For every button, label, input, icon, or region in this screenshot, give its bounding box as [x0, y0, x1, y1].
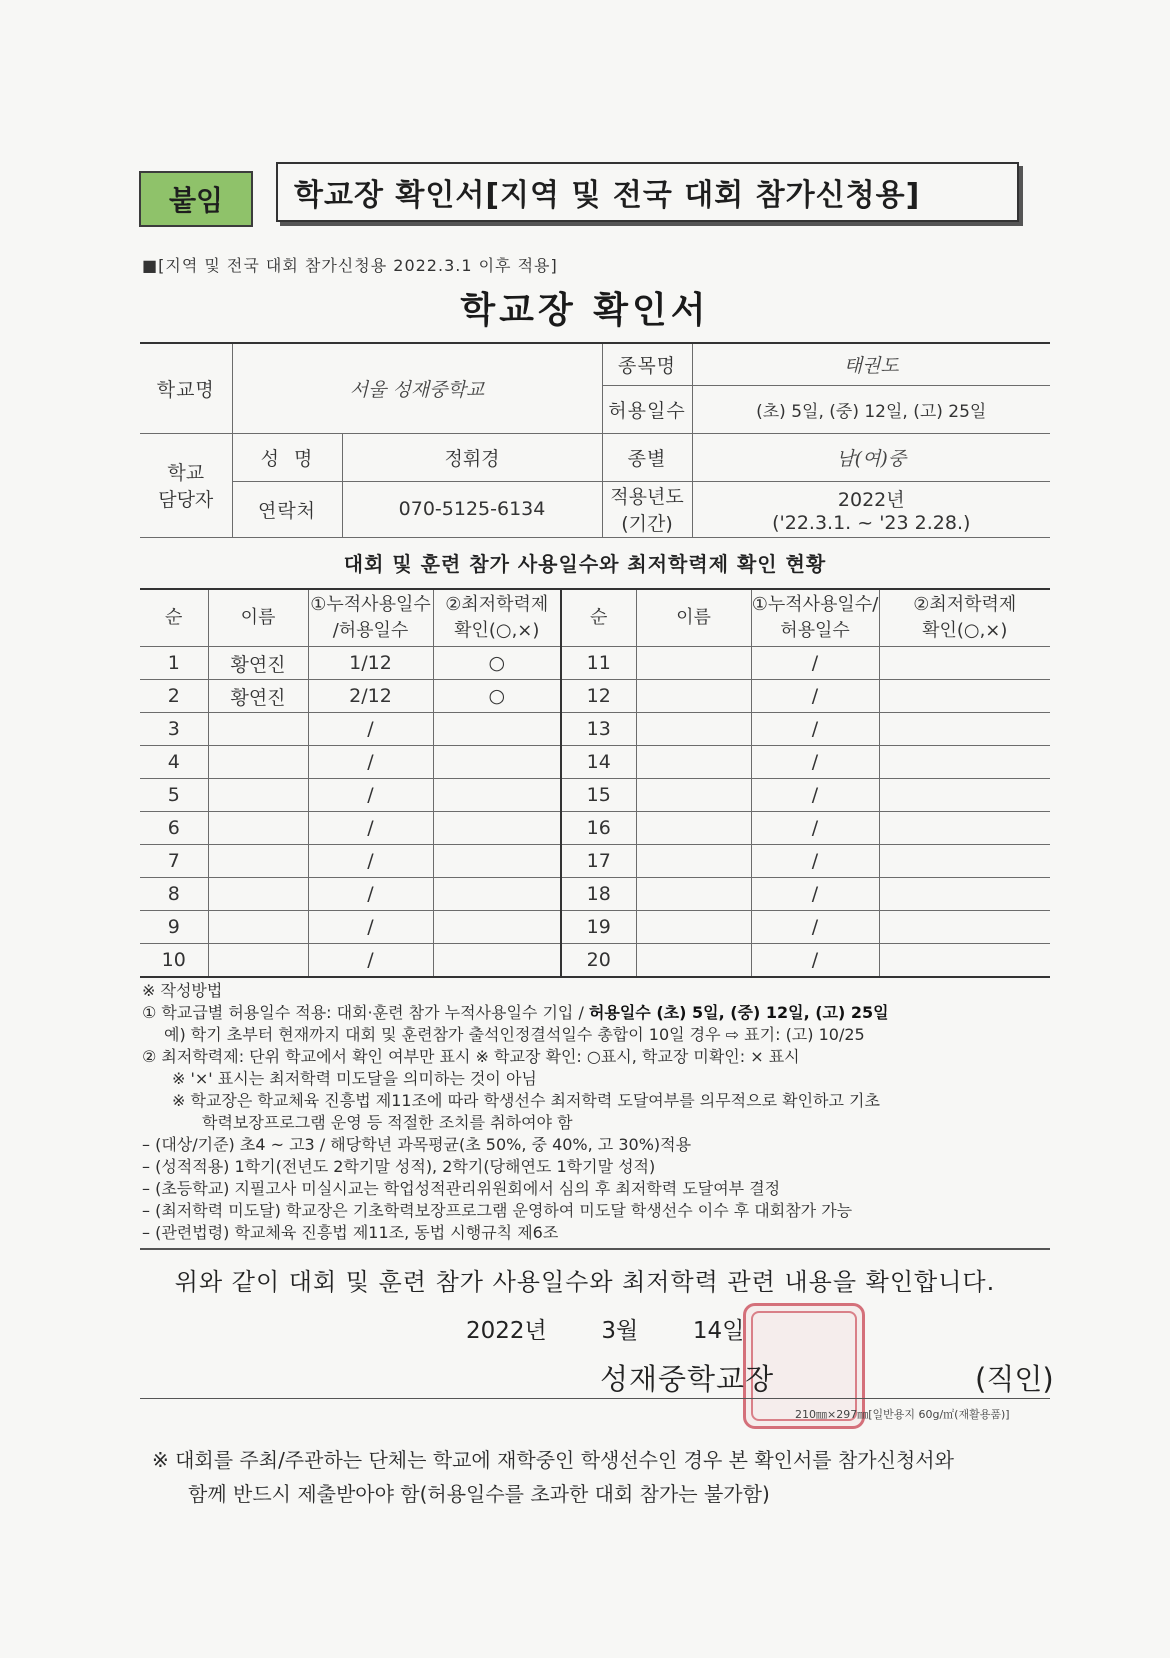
- allowed-days-label: 허용일수: [602, 385, 692, 433]
- row-days: /: [751, 944, 879, 978]
- instructions: [142, 980, 1062, 1244]
- date-month: 3월: [601, 1318, 639, 1344]
- instruction-3: ※ '×' 표시는 최저학력 미도달을 의미하는 것이 아님: [172, 1069, 537, 1088]
- row-name: [636, 812, 751, 845]
- row-name: [636, 878, 751, 911]
- header-check-right: [879, 589, 1050, 647]
- table-row: [140, 746, 1050, 779]
- participation-table: [140, 588, 1050, 978]
- footer-note: [152, 1443, 1052, 1511]
- row-no: 13: [561, 713, 636, 746]
- row-no: 10: [140, 944, 208, 978]
- detail-5: – (관련법령) 학교체육 진흥법 제11조, 동법 시행규칙 제6조: [142, 1223, 559, 1242]
- row-check: [433, 944, 561, 978]
- detail-4: – (최저학력 미도달) 학교장은 기초학력보장프로그램 운영하여 미도달 학생선수 이수 후 대회참가 가능: [142, 1201, 853, 1220]
- principal-title: 성재중학교장: [600, 1362, 775, 1396]
- staff-label-line2: 담당자: [158, 489, 214, 511]
- row-name: [636, 713, 751, 746]
- row-check: [879, 779, 1050, 812]
- form-title: 학교장 확인서[지역 및 전국 대회 참가신청용]: [276, 162, 1019, 222]
- row-name: [636, 944, 751, 978]
- table-row: [140, 779, 1050, 812]
- header-no-right: 순: [561, 589, 636, 647]
- row-no: 15: [561, 779, 636, 812]
- row-days: /: [751, 779, 879, 812]
- row-name: 황연진: [208, 680, 308, 713]
- row-no: 2: [140, 680, 208, 713]
- row-name: [636, 845, 751, 878]
- row-days: /: [308, 713, 433, 746]
- instruction-2: ② 최저학력제: 단위 학교에서 확인 여부만 표시 ※ 학교장 확인: ○표시, 학교장 미확인: × 표시: [142, 1047, 800, 1066]
- document-title: 학교장 확인서: [460, 290, 710, 331]
- row-no: 1: [140, 647, 208, 680]
- table-row: [140, 647, 1050, 680]
- school-name-value: 서울 성재중학교: [232, 343, 602, 433]
- school-name-label: 학교명: [140, 343, 232, 433]
- row-check: [879, 713, 1050, 746]
- row-days: 2/12: [308, 680, 433, 713]
- footer-line-1: ※ 대회를 주최/주관하는 단체는 학교에 재학중인 학생선수인 경우 본 확인서를 참가신청서와: [152, 1448, 954, 1472]
- school-info-table: [140, 342, 1050, 538]
- year-label: [602, 481, 692, 537]
- allowed-days-value: (초) 5일, (중) 12일, (고) 25일: [692, 385, 1050, 433]
- row-no: 9: [140, 911, 208, 944]
- instruction-4: ※ 학교장은 학교체육 진흥법 제11조에 따라 학생선수 최저학력 도달여부를 의무적으로 확인하고 기초: [172, 1091, 880, 1110]
- header-days-right-line2: 허용일수: [780, 620, 850, 641]
- year-label-line2: (기간): [621, 513, 673, 535]
- table-row: [140, 680, 1050, 713]
- row-days: /: [751, 878, 879, 911]
- contact-value: 070-5125-6134: [342, 481, 602, 537]
- detail-3: – (초등학교) 지필고사 미실시교는 학업성적관리위원회에서 심의 후 최저학력 도달여부 결정: [142, 1179, 781, 1198]
- header-days-right-line1: ①누적사용일수/: [751, 594, 879, 615]
- header-days-line1: ①누적사용일수: [310, 594, 431, 615]
- staff-label-line1: 학교: [167, 462, 205, 484]
- row-check: [433, 911, 561, 944]
- year-value: [692, 481, 1050, 537]
- row-no: 3: [140, 713, 208, 746]
- year-value-line2: ('22.3.1. ~ '23 2.28.): [772, 511, 971, 534]
- row-days: /: [308, 878, 433, 911]
- instruction-1-bold: 허용일수 (초) 5일, (중) 12일, (고) 25일: [588, 1003, 889, 1022]
- row-days: /: [308, 845, 433, 878]
- date-year: 2022년: [466, 1318, 547, 1344]
- instructions-heading: ※ 작성방법: [142, 981, 223, 1000]
- row-no: 6: [140, 812, 208, 845]
- applied-note: ■[지역 및 전국 대회 참가신청용 2022.3.1 이후 적용]: [142, 256, 558, 275]
- confirmation-statement: 위와 같이 대회 및 훈련 참가 사용일수와 최저학력 관련 내용을 확인합니다.: [174, 1268, 996, 1296]
- row-check: [433, 878, 561, 911]
- detail-2: – (성적적용) 1학기(전년도 2학기말 성적), 2학기(당해연도 1학기말 성적): [142, 1157, 656, 1176]
- row-no: 8: [140, 878, 208, 911]
- header-check: [433, 589, 561, 647]
- row-name: [636, 779, 751, 812]
- row-no: 16: [561, 812, 636, 845]
- header-days-right: [751, 589, 879, 647]
- row-days: /: [751, 911, 879, 944]
- row-check: [879, 746, 1050, 779]
- paper-size-note: 210㎜×297㎜[일반용지 60g/㎡(재활용품)]: [795, 1408, 1010, 1421]
- row-days: /: [308, 911, 433, 944]
- table-row: [140, 812, 1050, 845]
- table-row: [140, 845, 1050, 878]
- header-check-line1: ②최저학력제: [445, 594, 549, 615]
- row-no: 20: [561, 944, 636, 978]
- row-check: [879, 911, 1050, 944]
- row-days: /: [308, 746, 433, 779]
- instruction-4-cont: 학력보장프로그램 운영 등 적절한 조치를 취하여야 함: [202, 1113, 573, 1132]
- seal-label: (직인): [975, 1362, 1054, 1396]
- gender-value: 남(여)중: [692, 433, 1050, 481]
- name-value: 정휘경: [342, 433, 602, 481]
- row-check: [433, 812, 561, 845]
- signature-date: [466, 1312, 744, 1345]
- table-header-row: [140, 589, 1050, 647]
- row-check: [879, 845, 1050, 878]
- row-check: [879, 647, 1050, 680]
- footer-line-2: 함께 반드시 제출받아야 함(허용일수를 초과한 대회 참가는 불가함): [188, 1482, 770, 1506]
- row-name: [208, 944, 308, 978]
- row-name: [636, 911, 751, 944]
- row-no: 7: [140, 845, 208, 878]
- divider: [140, 1248, 1050, 1250]
- name-label: 성 명: [232, 433, 342, 481]
- header-days-line2: /허용일수: [332, 620, 409, 641]
- row-name: [208, 845, 308, 878]
- row-name: [208, 878, 308, 911]
- row-no: 5: [140, 779, 208, 812]
- header-name: 이름: [208, 589, 308, 647]
- contact-label: 연락처: [232, 481, 342, 537]
- section-title: 대회 및 훈련 참가 사용일수와 최저학력제 확인 현황: [343, 552, 827, 576]
- event-label: 종목명: [602, 343, 692, 385]
- row-days: /: [308, 944, 433, 978]
- instruction-1-text: ① 학교급별 허용일수 적용: 대회·훈련 참가 누적사용일수 기입 /: [142, 1003, 589, 1022]
- row-days: 1/12: [308, 647, 433, 680]
- row-days: /: [308, 812, 433, 845]
- attachment-badge: 붙임: [139, 171, 253, 227]
- row-check: [879, 878, 1050, 911]
- row-name: [208, 713, 308, 746]
- row-no: 11: [561, 647, 636, 680]
- table-row: [140, 911, 1050, 944]
- row-name: [208, 812, 308, 845]
- header-name-right: 이름: [636, 589, 751, 647]
- header-check-right-line1: ②최저학력제: [913, 594, 1017, 615]
- table-row: [140, 944, 1050, 978]
- instruction-1-example: 예) 학기 초부터 현재까지 대회 및 훈련참가 출석인정결석일수 총합이 10일 경우 ⇨ 표기: (고) 10/25: [164, 1025, 865, 1044]
- table-row: [140, 878, 1050, 911]
- row-days: /: [751, 845, 879, 878]
- gender-label: 종별: [602, 433, 692, 481]
- header-no: 순: [140, 589, 208, 647]
- row-days: /: [751, 746, 879, 779]
- event-value: 태권도: [692, 343, 1050, 385]
- row-days: /: [751, 647, 879, 680]
- row-days: /: [751, 713, 879, 746]
- header-check-right-line2: 확인(○,×): [922, 620, 1008, 641]
- row-days: /: [751, 680, 879, 713]
- bottom-divider: [140, 1398, 1050, 1399]
- row-name: [636, 746, 751, 779]
- row-check: ○: [433, 647, 561, 680]
- row-check: [433, 746, 561, 779]
- year-label-line1: 적용년도: [610, 486, 684, 508]
- row-no: 12: [561, 680, 636, 713]
- instruction-1: [142, 1002, 1062, 1024]
- row-no: 17: [561, 845, 636, 878]
- row-days: /: [751, 812, 879, 845]
- staff-label: [140, 433, 232, 537]
- table-row: [140, 713, 1050, 746]
- header-days: [308, 589, 433, 647]
- row-name: [208, 911, 308, 944]
- date-day: 14일: [692, 1318, 745, 1344]
- detail-1: – (대상/기준) 초4 ~ 고3 / 해당학년 과목평균(초 50%, 중 40%, 고 30%)적용: [142, 1135, 692, 1154]
- row-check: [879, 944, 1050, 978]
- row-check: [879, 812, 1050, 845]
- row-name: [208, 746, 308, 779]
- row-check: [879, 680, 1050, 713]
- row-no: 18: [561, 878, 636, 911]
- row-check: [433, 779, 561, 812]
- row-no: 14: [561, 746, 636, 779]
- row-check: [433, 713, 561, 746]
- row-name: [208, 779, 308, 812]
- row-days: /: [308, 779, 433, 812]
- row-no: 19: [561, 911, 636, 944]
- header-check-line2: 확인(○,×): [454, 620, 540, 641]
- year-value-line1: 2022년: [837, 488, 905, 511]
- row-name: [636, 647, 751, 680]
- row-check: [433, 845, 561, 878]
- row-name: 황연진: [208, 647, 308, 680]
- row-no: 4: [140, 746, 208, 779]
- row-name: [636, 680, 751, 713]
- row-check: ○: [433, 680, 561, 713]
